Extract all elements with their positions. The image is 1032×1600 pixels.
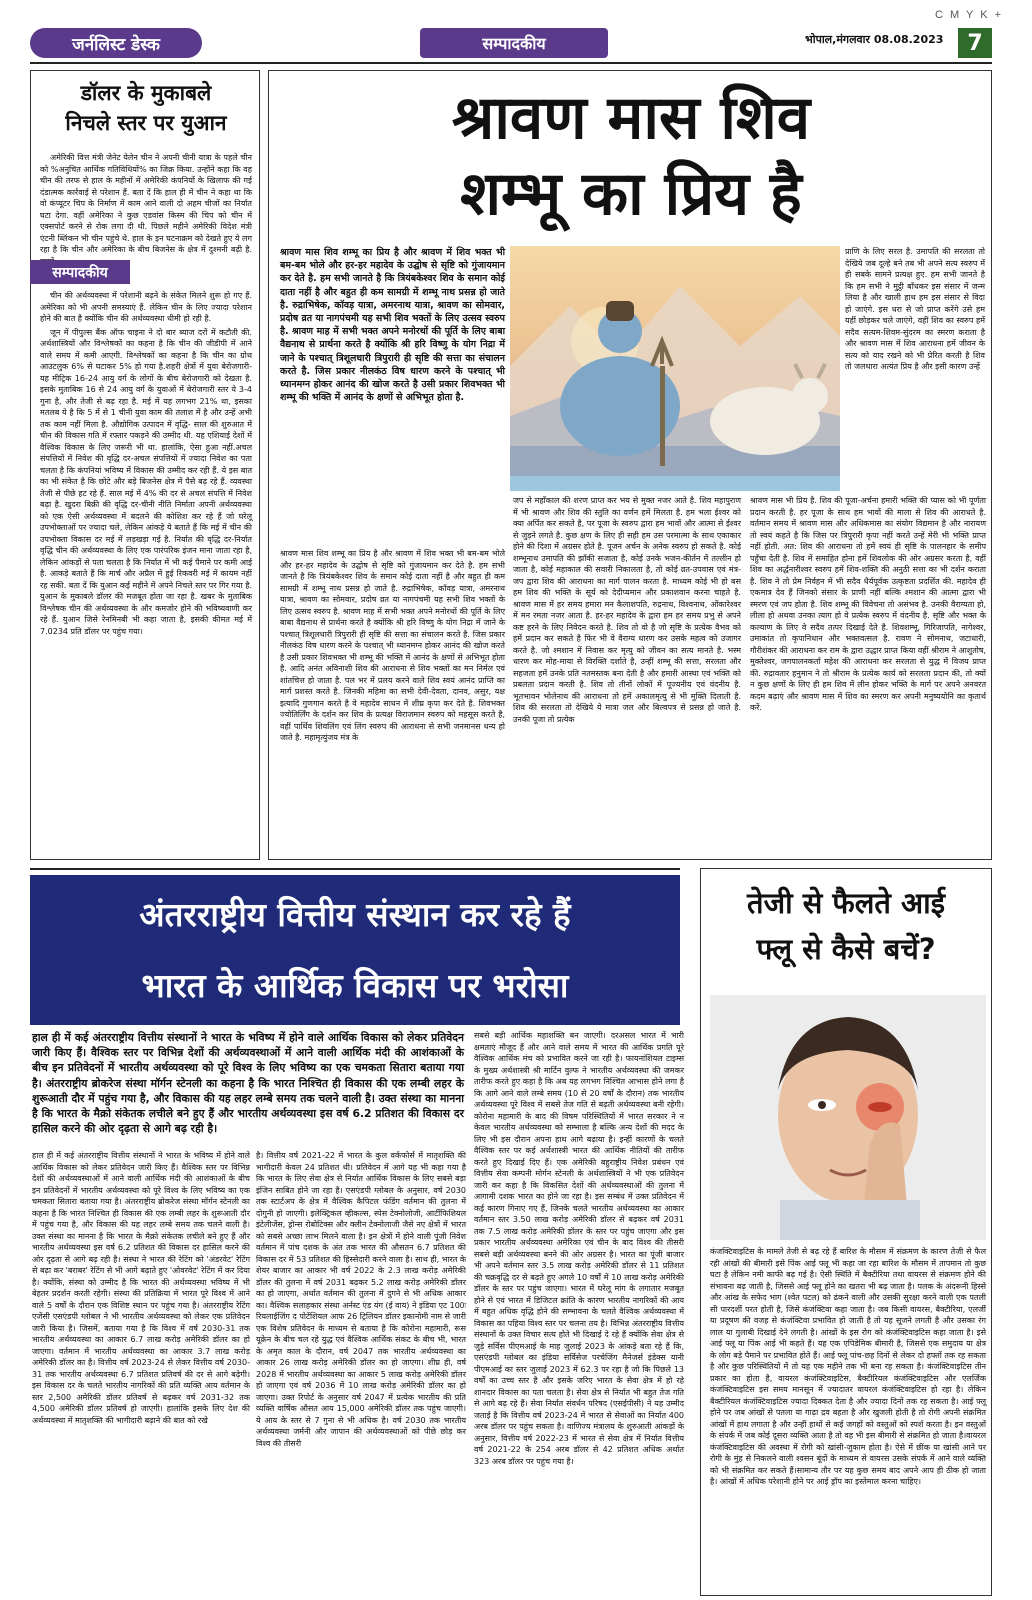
intl-title-band-2: [30, 955, 680, 1025]
shiva-illustration-icon: [510, 246, 840, 491]
shravan-col1: श्रावण मास शिव शम्भू का प्रिय है और श्रावण में शिव भक्त भी बम-बम भोले और हर-हर महादेव के उद्घोष से सृष्टि को गुंजायमान कर देते है. हम सभी जानते है कि त्रियंबकेश्वर शिव के समान कोई दाता नहीं है और बहुत ही कम सामग्री में शम्भू नाथ प्रसन्न हो जाते है. रुद्राभिषेक, कॉवड़ यात्रा, अमरनाथ यात्रा, श्रावण का सोमवार, प्रदोष व्रत या नागपंचमी यह सभी शिव भक्तों के लिए उत्सव स्वरुप है. श्रावण माह में सभी भक्त अपने मनोरथों की पूर्ति के लिए बाबा वैद्यनाथ से प्रार्थना करते है क्योंकि श्री हरि विष्णु के योग निद्रा में जाने के पश्चात् त्रिशूलधारी त्रिपुरारी ही सृष्टि की सत्ता का संचालन करते है. जिस प्रकार नीलकंठ विष धारण करने के पश्चात् भी ध्यानमग्न होकर आनंद की खोज करते है उसी प्रकार शिवभक्त भी शम्भू की भक्ति में आनंद के क्षणों से अभिभूत होता है. आदि अनंत अविनाशी शिव की आराधना से शिव भक्तों का मन निर्मल एवं शांतचित्त हो जाता है. पल भर में प्रलय करने वाले शिव स्वयं आनंद प्राप्ति का मार्ग प्रशस्त करते है. जिनकी महिमा का सभी देवी-देवता, दानव, असुर, यक्ष इत्यादि गुणगान करते है वे महादेव साधन में शीघ्र कृपा कर देते है. शिवभक्त ज्योतिर्लिंग के दर्शन कर शिव के प्रत्यक्ष विराजमान स्वरुप को महसूस करते है, वहीं पार्थिव शिवलिंग एवं लिंग स्वरुप की आराधना से सभी जनमानस धन्य हो जाते है. महामृत्युंजय मंत्र के: [280, 549, 505, 742]
intl-top-rule: [30, 868, 680, 870]
left-paragraph-2: चीन की अर्थव्यवस्था में परेशानी बढ़ने के संकेत मिलने शुरू हो गए हैं. अमेरिका को भी अपनी समस्याएं हैं. लेकिन चीन के लिए ज्यादा परेशान होने की बात है क्योंकि चीन की अर्थव्यवस्था धीमी हो रही है.: [40, 291, 252, 323]
person-rubbing-eye-icon: [710, 995, 986, 1240]
shravan-title-line1: श्रावण मास शिव: [451, 83, 811, 153]
left-article-title: [40, 78, 252, 148]
intl-col3: सबसे बड़ी आर्थिक महाशक्ति बन जाएगी। दरअसल भारत में भारी क्षमताएं मौजूद हैं और आने वाले समय में भारत की आर्थिक प्रगति पूरे वैश्विक आर्थिक मंच को प्रभावित करने जा रही है। फायनांशियल टाइम्स के मुख्य अर्थशास्त्री श्री मार्टिन वुल्फ ने भारतीय अर्थव्यवस्था की जमकर तारीफ करते हुए कहा है कि अब यह लगभग निश्चित आभास होने लगा है कि आगे आने वाले लम्बे समय (10 से 20 वर्षों के दौरान) तक भारतीय अर्थव्यवस्था पूरे विश्व में सबसे तेज गति से बढ़ती अर्थव्यवस्था बनी रहेगी। कोरोना महामारी के बाद की विषम परिस्थितियों में भारत सरकार ने न केवल भारतीय अर्थव्यवस्था को सम्भाला है बल्कि अन्य देशों की मदद के लिए भी इस दौरान अपना हाथ आगे बढ़ाया है। इन्हीं कारणों के चलते वैश्विक स्तर पर कई अर्थशास्त्री भारत की आर्थिक नीतियों की तारीफ करते हुए दिखाई दिए हैं। एक अमेरिकी बहुराष्ट्रीय निवेश प्रबंधन एवं वित्तीय सेवा कम्पनी मोर्गन स्टेनली के अर्थशास्त्रियों ने भी एक प्रतिवेदन जारी कर कहा है कि विकसित देशों की अर्थव्यवस्थाओं की तुलना में आगामी दशक भारत का होने जा रहा है। इस सम्बंध में उक्त प्रतिवेदन में कई कारण गिनाए गए हैं, जिनके चलते भारतीय अर्थव्यवस्था का आकार वर्तमान स्तर 3.50 लाख करोड़ अमेरिकी डॉलर से बढ़कर वर्ष 2031 तक 7.5 लाख करोड़ अमेरिकी डॉलर के स्तर पर पहुंच जाएगा और इस प्रकार भारतीय अर्थव्यवस्था अमेरिका एवं चीन के बाद विश्व की तीसरी सबसे बड़ी अर्थव्यवस्था बनने की ओर अग्रसर है। भारत का पूंजी बाजार भी अपने वर्तमान स्तर 3.5 लाख करोड़ अमेरिकी डॉलर से 11 प्रतिशत की चक्रवृद्धि दर से बढ़ते हुए अगले 10 वर्षों में 10 लाख करोड़ अमेरिकी डॉलर के स्तर पर पहुंच जाएगा। भारत में घरेलू मांग के लगातार मजबूत होने से एवं भारत में डिजिटल क्रांति के कारण भारतीय नागरिकों की आय में बहुत अधिक वृद्धि होने की सम्भावना के चलते वैश्विक अर्थव्यवस्था में विकास का पहिया विश्व स्तर पर चलना तय है। विभिन्न अंतरराष्ट्रीय वित्तीय संस्थानों के उक्त विचार सत्य होते भी दिखाई दे रहे हैं क्योंकि सेवा क्षेत्र से जुड़े सर्विस पीएमआई के माह जुलाई 2023 के आंकड़े बता रहे हैं कि, एसएंडपी ग्लोबल का इंडिया सर्विसेज परचेजिंग मैनेजर्स इंडेक्स यानी पीएमआई का स्तर जुलाई 2023 में 62.3 पर रहा है जो कि पिछले 13 वर्षों का उच्च स्तर है और इसके जरिए भारत के सेवा क्षेत्र में हो रहे शानदार विकास का पता चलता है। सेवा क्षेत्र से निर्यात भी बहुत तेज गति से आगे बढ़ रहे हैं। सेवा निर्यात संवर्धन परिषद (एसईपीसी) ने यह उम्मीद जताई है कि वित्तीय वर्ष 2023-24 में भारत से सेवाओं का निर्यात 400 अरब डॉलर पर पहुंच सकता है। वाणिज्य मंत्रालय के शुरुआती आंकड़ों के अनुसार, वित्तीय वर्ष 2022-23 में भारत से सेवा क्षेत्र में निर्यात वित्तीय वर्ष 2021-22 के 254 अरब डॉलर से 42 प्रतिशत अधिक अर्थात 323 अरब डॉलर पर पहुंच गया है।: [474, 1031, 684, 1466]
flu-body: कंजक्टिवाइटिस के मामले तेजी से बढ़ रहे हैं बारिश के मौसम में संक्रमण के कारण तेजी से फैल रही आंखों की बीमारी इसे पिंक आई फ्लू भी कहा जा रहा बारिश के मौसम में तापमान तो कुछ घटा है लेकिन नमी काफी बढ़ गई है। ऐसी स्थिति में बैक्टीरिया तथा वायरस से संक्रमण होने की संभावना बढ़ जाती है, जिससे आई फ्लू होने का खतरा भी बढ़ जाता है। पलक के अंदरूनी हिस्से और आंख के सफेद भाग (श्वेत पटल) को ढंकने वाली और उसकी सुरक्षा करने वाली एक पतली सी पारदर्शी परत होती है, जिसे कंजंक्टिवा कहा जाता है। जब किसी वायरस, बैक्टीरिया, एलर्जी या प्रदूषण की वजह से कंजंक्टिवा प्रभावित हो जाती है तो यह सूजने लगती है और उसका रंग लाल या गुलाबी दिखाई देने लगती है। आंखों के इस रोग को कंजंक्टिवाइटिस कहा जाता है। इसे आई फ्लू या पिंक आई भी कहते हैं। यह एक एपिडेमिक बीमारी है, जिससे एक समुदाय या क्षेत्र के लोग बड़े पैमाने पर प्रभावित होते हैं। आई फ्लू पांच-छह दिनों से लेकर दो हफ्तों तक रह सकता है और कुछ परिस्थितियों में तो यह एक महीने तक भी बना रह सकता है। कंजंक्टिवाइटिस तीन प्रकार का होता है, वायरल कंजंक्टिवाइटिस, बैक्टीरियल कंजंक्टिवाइटिस और एलर्जिक कंजंक्टिवाइटिस इस समय मानसून में ज्यादातर वायरल कंजंक्टिवाइटिस हो रहा है। लेकिन बैक्टीरियल कंजंक्टिवाइटिस ज्यादा दिक्कत देता है और ज्यादा दिनों तक रह सकता है। आई फ्लू होने पर जब आंखों से पतला या गाढ़ा द्रव बहता है और खुजली होती है तो रोगी अपनी संक्रमित आंखों में हाथ लगाता है और उन्हीं हाथों से कई जगहों को वस्तुओं को स्पर्श करता है। इन वस्तुओं के संपर्क में जब कोई दूसरा व्यक्ति आता है तो वह भी इस बीमारी से संक्रमित हो जाता है।वायरल कंजंक्टिवाइटिस की अवस्था में रोगी को खांसी-जुकाम होता है। ऐसे में छींक या खांसी आने पर रोगी के मुंह से निकलने वाली श्वसन बूंदों के माध्यम से वायरस उसके संपर्क में आने वाले व्यक्ति को भी संक्रमित कर सकते हैं।सामान्य तौर पर यह कुछ समय बाद अपने आप ही ठीक हो जाता है। आंखों में अधिक परेशानी होने पर आई ड्रॉप का इस्तेमाल करना चाहिए।: [710, 1247, 986, 1486]
shravan-col2: जप से महाँकाल की शरण प्राप्त कर भय से मुक्त नजर आते है. शिव महापुराण में भी श्रावण और शिव की स्तुति का वर्णन हमें मिलता है. हम भला ईश्वर को क्या अर्पित कर सकते है, पर पूजा के स्वरुप द्वारा हम भावों और आत्मा से ईश्वर से जुड़ने लगते है. कुछ क्षण के लिए ही सही हम उस परमात्मा के साथ एकाकार होने की दिशा में अग्रसर होते है. पूजन अर्चन के अनेक स्वरुप हो सकते है. कोई शम्भूनाथ उमापति की झाँकी सजाता है, कोई उनके भजन-कीर्तन में तल्लीन हो जाता है, कोई महाकाल की सवारी निकालता है, तो कोई व्रत-उपवास एवं मंत्र-जप द्वारा शिव की आराधना का मार्ग पालन करता है. माध्यम कोई भी हो बस हम शिव की भक्ति के सूर्य को देदीप्यमान और प्रकाशवान करना चाहते है. श्रावण मास में हर समय हमारा मन कैलाशपति, रुद्रनाथ, विश्वनाथ, ओंकारेश्वर में मन रमता नजर आता है. हर-हर महादेव के द्वारा हम हर समय प्रभु से अपने कष्ट हरने के लिए निवेदन करते है. शिव तो वो है जो सृष्टि के प्रत्येक वैभव को हमें प्रदान कर सकते है फिर भी वे वैराग्य धारण कर उसके महत्व को उजागर करते है. जो श्मशान में निवास कर मृत्यु को जीवन का सत्य मानते है. भस्म धारण कर मोह-माया से विरक्ति दर्शाते है, उन्हीं शम्भू की सत्ता, सरलता और सहजता हमें उनके प्रति नतमस्तक बना देती है और हमारी आस्था एवं भक्ति को प्रबलता प्रदान करती है. शिव तो तीनों लोकों में पूज्यनीय एवं वंदनीय है. भूतभावन भोलेनाथ की आराधना तो हमें अकालमृत्यु से भी मुक्ति दिलाती है. शिव की सरलता तो देखिये ये मात्रा जल और बिल्वपत्र से प्रसन्न हो जाते है. उनकी पूजा तो प्रत्येक: [513, 496, 741, 724]
shravan-col3-top: प्राणि के लिए सरल है. उमापति की सरलता तो देखिये जब दूल्हे बने तब भी अपने सत्य स्वरुप में ही सबके सामने प्रत्यक्ष हुए. हम सभी जानते है कि हम सभी ने मुट्ठी बाँधकर इस संसार में जन्म लिया है और खाली हाथ हम इस संसार से विदा हो जाएंगे. इस धरा से जो प्राप्त करेंगे उसे हम यहीं छोड़कर चले जाएंगे, वहीं शिव का स्वरुप हमें सदैव सत्यम-शिवम-सुंदरम का स्मरण कराता है और श्रावण मास में शिव आराधना हमें जीवन के सत्य को याद रखने को भी प्रेरित करती है शिव तो जलधारा अत्यंत प्रिय है और इसी कारण उन्हें: [845, 247, 985, 371]
section-label-editorial: [420, 28, 608, 58]
flu-title-line2: फ्लू से कैसे बचें?: [756, 932, 936, 966]
intl-title-line1: अंतरराष्ट्रीय वित्तीय संस्थान कर रहे हैं: [139, 895, 571, 934]
shravan-col3: श्रावण मास भी प्रिय है. शिव की पूजा-अर्चना हमारी भक्ति की प्यास को भी पूर्णता प्रदान करती है. हर पूजा के साथ हम भावों की माला से शिव की आराधते है. वर्तमान समय में श्रावण मास और अधिकमास का संयोग विद्यमान है और नारायण तो स्वयं कहते है कि जिस पर त्रिपुरारी कृपा नहीं करते उन्हें मेरी भी भक्ति प्राप्त नहीं होती. अत: शिव की आराधना तो हमें स्वयं ही सृष्टि के पालनहार के समीप पहुँचा देती है. शिव में समाहित होना हमें शिवलोक की ओर अग्रसर करता है, वहीं शिव का अर्द्धनारीश्वर स्वरुप हमें शिव-शक्ति की अनुठी सत्ता का भी दर्शन कराता है. शिव ने तो प्रेम निर्वहन में भी सदैव धैर्यपूर्वक उत्कृष्टता प्रदर्शित की. महादेव ही एकमात्र देव हैं जिनको संसार के प्राणी नहीं बल्कि श्मशान की आत्मा द्वारा भी स्मरण एवं जप होता है. शिव शम्भू की विवेचना तो असंभव है. उनकी वैराग्यता हो, लीला हो अथवा उनका त्याग हो वे प्रत्येक स्वरुप में वंदनीय है. सृष्टि और भक्त के कल्याण के लिए वे सदैव तत्पर दिखाई देते है. शिवशम्भू, गिरिजापति, नागेश्वर, उमाकांत तो कृपानिधान और भक्तवत्सल है. रावण ने सोमनाथ, जटाधारी, गौरीशंकर की आराधना कर राम के द्वारा उद्धार प्राप्त किया वहीं श्रीराम ने आशुतोष, मुक्तेश्वर, जगपालनकर्ता महेश की आराधना कर सरलता से युद्ध में विजय प्राप्त की. रुद्रावतार हनुमान ने तो श्रीराम के प्रत्येक कार्य को सरलता प्रदान की, तो क्यों न कुछ क्षणों के लिए ही हम शिव में लीन होकर भक्ति के मार्ग पर अपने अनवरत कदम बढ़ाएं और श्रावण मास में शिव का स्मरण कर अपनी मनुष्ययोनि का कृतार्थ करें.: [750, 496, 986, 712]
eye-flu-image: [710, 995, 986, 1240]
shravan-title: [278, 80, 984, 240]
intl-title-band: [30, 875, 680, 955]
editorial-tag: सम्पादकीय: [30, 260, 130, 284]
shiva-image: [510, 246, 840, 491]
shravan-title-line2: शम्भू का प्रिय है: [460, 159, 802, 229]
left-article-para1: [40, 152, 252, 260]
section-left-text: जर्नलिस्ट डेस्क: [72, 34, 160, 55]
intl-title-line2: भारत के आर्थिक विकास पर भरोसा: [141, 966, 569, 1005]
section-center-text: सम्पादकीय: [482, 34, 546, 53]
left-paragraph-1: अमेरिकी वित्त मंत्री जेनेट येलेन चीन ने अपनी चीनी यात्रा के पहले चीन को %अनुचित आर्थिक गतिविधियों% का जिक्र किया. उन्होंने कहा कि वह चीन की तरफ से हाल के महीनों में अमेरिकी कंपनियों के खिलाफ की गई दंडात्मक कार्रवाई से परेशान हैं. बता दें कि हाल ही में चीन ने कहा था कि वो कंप्यूटर चिप के निर्माण में काम आने वाली दो अहम चीजों का निर्यात घटा देगा. वहीं अमेरिका ने कुछ एडवांस किस्म की चिप को चीन में एक्सपोर्ट करने से रोक लगा दी थी. पिछले महीने अमेरिकी विदेश मंत्री एंटनी ब्लिंकन भी चीन पहुंचे थे. हाल के इन घटनाक्रम को देखते हुए ये लग रहा है कि चीन और अमेरिका के बीच बिजनेस के क्षेत्र में दुश्मनी बढ़ी है.: [40, 153, 252, 254]
shravan-lead: श्रावण मास शिव शम्भू का प्रिय है और श्रावण में शिव भक्त भी बम-बम भोले और हर-हर महादेव के उद्घोष से सृष्टि को गुंजायमान कर देते है. हम सभी जानते है कि त्रियंबकेश्वर शिव के समान कोई दाता नहीं है और बहुत ही कम सामग्री में शम्भू नाथ प्रसन्न हो जाते है. रुद्राभिषेक, कॉवड़ यात्रा, अमरनाथ यात्रा, श्रावण का सोमवार, प्रदोष व्रत या नागपंचमी यह सभी शिव भक्तों के लिए उत्सव स्वरुप है. श्रावण माह में सभी भक्त अपने मनोरथों की पूर्ति के लिए बाबा वैद्यनाथ से प्रार्थना करते है क्योंकि श्री हरि विष्णु के योग निद्रा में जाने के पश्चात् त्रिशूलधारी त्रिपुरारी ही सृष्टि की सत्ता का संचालन करते है. जिस प्रकार नीलकंठ विष धारण करने के पश्चात् भी ध्यानमग्न होकर आनंद की खोज करते है उसी प्रकार शिवभक्त भी शम्भू की भक्ति में आनंद के क्षणों से अभिभूत होता है.: [280, 247, 505, 404]
left-title-line1: डॉलर के मुकाबले: [80, 81, 212, 105]
cmyk-marks: C M Y K +: [935, 9, 1004, 21]
left-paragraph-3: जून में पीपुल्स बैंक ऑफ चाइना ने दो बार ब्याज दरों में कटौती की. अर्थशास्त्रियों और विश्लेषकों का कहना है कि चीन की जीडीपी में आने वाले समय में कमी आएगी. विश्लेषकों का कहना है कि चीन का ग्रोथ आउटलुक 6% से घटाकर 5% हो गया है.शहरी क्षेत्रों में युवा बेरोजगारी-यह मीट्रिक 16-24 आयु वर्ग के लोगों के बीच बेरोजगारी को देखता है. इसके मुताबिक 16 से 24 आयु वर्ग के युवाओं में बेरोजगारी स्तर ये 3-4 गुना है, और तेजी से बढ़ रहा है. मई में यह लगभग 21% था, इसका मतलब ये है कि 5 में से 1 चीनी युवा काम की तलाश में है और उन्हें अभी तक काम नहीं मिला है. औद्योगिक उत्पादन में वृद्धि- साल की शुरुआत में चीन की विकास गति में रफ्तार पकड़ने की उम्मीद थी. यह एशियाई देशों में वैश्विक विकास के लिए जरूरी भी था. हालांकि, ऐसा हुआ नहीं.अचल संपत्तियों में निवेश की वृद्धि दर-अचल संपत्तियों में ज्यादा निवेश का पता चलता है कि कंपनियां भविष्य में विकास की उम्मीद कर रही हैं. ये इस बात का भी संकेत है कि छोटे और बड़े बिजनेस क्षेत्र में पैसे बढ़ रहे हैं. व्यवस्था तेजी से पीछे हट रहे हैं. साल मई में 4% की दर से अचल संपत्ति में निवेश बढ़ा है. खुदरा बिक्री की वृद्धि दर-चीनी नीति निर्माता अपनी अर्थव्यवस्था को एक ऐसी अर्थव्यवस्था में बदलने की कोशिश कर रहे हैं जो घरेलू उपभोक्ताओं पर ज्यादा चले, लेकिन आंकड़े ये बताते हैं कि मई में चीन की उपभोक्ता विकास दर मई में लड़खड़ा गई है. निर्यात की वृद्धि दर-निर्यात वृद्धि चीन की अर्थव्यवस्था के लिए एक पारंपरिक इंजन माना जाता रहा है, लेकिन आंकड़ों से पता चलता है कि निर्यात में भी कई पैमाने पर कमी आई है. आकड़े बताते हैं कि मार्च और अप्रैल में हुई रिकवरी मई में कायम नहीं रह सकी. बता दें कि युआन कई महीने में अपने निचले स्तर पर गिर गया है. युआन के मुकाबले डॉलर की मजबूत होता जा रहा है. खबर के मुताबिक विश्लेषक चीन की अर्थव्यवस्था के और कमजोर होने की भविष्यवाणी कर रहे हैं. युआन जिसे रेनमिनबी भी कहा जाता है, इसकी कीमत मई में 7.0234 प्रति डॉलर पर पहुंच गया।: [40, 327, 252, 636]
intl-lead: हाल ही में कई अंतरराष्ट्रीय वित्तीय संस्थानों ने भारत के भविष्य में होने वाले आर्थिक विकास को लेकर प्रतिवेदन जारी किए हैं। वैश्विक स्तर पर विभिन्न देशों की अर्थव्यवस्थाओं में आने वाली आर्थिक मंदी की आशंकाओं के बीच इन प्रतिवेदनों में भारतीय अर्थव्यवस्था को पूरे विश्व के लिए भविष्य का एक चमकता सितारा बताया गया है। अंतरराष्ट्रीय ब्रोकरेज संस्था मॉर्गन स्टेनली का कहना है कि भारत निश्चित ही विकास की एक लम्बी लहर के शुरूआती दौर में पहुंच गया है, और विकास की यह लहर लम्बे समय तक चलने वाली है। उक्त संस्था का मानना है कि भारत के मैक्रो संकेतक लचीले बने हुए हैं और भारतीय अर्थव्यवस्था इस वर्ष 6.2 प्रतिशत की विकास दर हासिल करने की ओर दृढ़ता से आगे बढ़ रही है।: [32, 1031, 464, 1136]
dateline: भोपाल,मंगलवार 08.08.2023: [805, 33, 944, 46]
intl-col1: हाल ही में कई अंतरराष्ट्रीय वित्तीय संस्थानों ने भारत के भविष्य में होने वाले आर्थिक विकास को लेकर प्रतिवेदन जारी किए हैं। वैश्विक स्तर पर विभिन्न देशों की अर्थव्यवस्थाओं में आने वाली आर्थिक मंदी की आशंकाओं के बीच इन प्रतिवेदनों में भारतीय अर्थव्यवस्था को पूरे विश्व के लिए भविष्य का एक चमकता सितारा बताया गया है। अंतरराष्ट्रीय ब्रोकरेज संस्था मॉर्गन स्टेनली का कहना है कि भारत निश्चित ही विकास की एक लम्बी लहर के शुरूआती दौर में पहुंच गया है, और विकास की यह लहर लम्बे समय तक चलने वाली है। उक्त संस्था का मानना है कि भारत के मैक्रो संकेतक लचीले बने हुए हैं और भारतीय अर्थव्यवस्था इस वर्ष 6.2 प्रतिशत की विकास दर हासिल करने की ओर दृढ़ता से आगे बढ़ रही है। संस्था ने भारत की रेटिंग को 'अंडरवेट' रेटिंग से बढ़ा कर 'बराबर' रेटिंग से भी आगे बढ़ाते हुए 'ओवरवेट' रेटिंग में कर दिया है। क्योंकि, संस्था को उम्मीद है कि भारत की अर्थव्यवस्था भविष्य में भी बेहतर प्रदर्शन करती रहेगी। संस्था की प्रतिक्रिया में भारत पूरे विश्व में आने वाले 5 वर्षों के दौरान एक विशिष्ट स्थान पर पहुंच गया है। अंतरराष्ट्रीय रेटिंग एजेंसी एसएंडपी ग्लोबल ने भी भारतीय अर्थव्यवस्था को लेकर एक प्रतिवेदन जारी किया है। जिसमें, बताया गया है कि विश्व में वर्ष 2030-31 तक भारतीय अर्थव्यवस्था का आकार 6.7 लाख करोड़ अमेरिकी डॉलर का हो जाएगा। वर्तमान में भारतीय अर्थव्यवस्था का आकार 3.7 लाख करोड़ अमेरिकी डॉलर का है। वित्तीय वर्ष 2023-24 से लेकर वित्तीय वर्ष 2030-31 तक भारतीय अर्थव्यवस्था 6.7 प्रतिशत प्रतिवर्ष की दर से आगे बढ़ेगी। इस विकास दर के चलते भारतीय नागरिकों की प्रति व्यक्ति आय वर्तमान के स्तर 2,500 अमेरिकी डॉलर प्रतिवर्ष से बढ़कर वर्ष 2031-32 तक 4,500 अमेरिकी डॉलर प्रतिवर्ष हो जाएगी। हालांकि इसके लिए देश की अर्थव्यवस्था में मातृशक्ति की भागीदारी बढ़ाने की बात को रखे: [32, 1151, 250, 1425]
intl-col2: है। वित्तीय वर्ष 2021-22 में भारत के कुल वर्कफोर्स में मातृशक्ति की भागीदारी केवल 24 प्रतिशत थी। प्रतिवेदन में आगे यह भी कहा गया है कि भारत के लिए सेवा क्षेत्र से निर्यात आर्थिक विकास के लिए सबसे बड़ा इंजिन साबित होने जा रहा है। एसएंडपी ग्लोबल के अनुसार, वर्ष 2030 तक स्टार्टअप के क्षेत्र में वैश्विक कैपिटल फंडिंग वर्तमान की तुलना में दोगुनी हो जाएगी। इलेक्ट्रिकल व्हीकल्स, स्पेस टेक्नोलोजी, आर्टीफिशियल इंटेलीजेंस, ड्रोन्स रोबोटिक्स और क्लीन टेक्नोलाजी जैसे नए क्षेत्रों में भारत को सबसे अच्छा लाभ मिलने वाला है। इन क्षेत्रों में होने वाली पूंजी निवेश वर्तमान में पांच दशक के अंत तक भारत की औसतन 6.7 प्रतिशत की विकास दर में 53 प्रतिशत की हिस्सेदारी करने वाला है। साथ ही, भारत के शेयर बाजार का आकार भी वर्ष 2022 के 2.3 लाख करोड़ अमेरिकी डॉलर की तुलना में वर्ष 2031 बढ़कर 5.2 लाख करोड़ अमेरिकी डॉलर का हो जाएगा, अर्थात वर्तमान की तुलना में दुगने से भी अधिक आकार का। वैश्विक सलाहकार संस्था अर्नस्ट एंड यंग (ई वाय) ने इंडिया एट 100ः रियलाईजिंग द पोटेंशियल आफ 26 ट्रिलियन डॉलर इकानोमी नाम से जारी एक विशेष प्रतिवेदन के माध्यम से बताया है कि कोरोना महामारी, रूस यूक्रेन के बीच चल रहे युद्ध एवं वैश्विक आर्थिक संकट के बीच भी, भारत के अमृत काल के दौरान, वर्ष 2047 तक भारतीय अर्थव्यवस्था का आकार 26 लाख करोड़ अमेरिकी डॉलर का हो जाएगा। शीघ्र ही, वर्ष 2028 में भारतीय अर्थव्यवस्था का आकार 5 लाख करोड़ अमेरिकी डॉलर हो जाएगा एवं वर्ष 2036 में 10 लाख करोड़ अमेरिकी डॉलर का हो जाएगा। उक्त रिपोर्ट के अनुसार वर्ष 2047 में प्रत्येक भारतीय की प्रति व्यक्ति वार्षिक औसत आय 15,000 अमेरिकी डॉलर तक पहुंच जाएगी। ये आय के स्तर से 7 गुना से भी अधिक है। वर्ष 2030 तक भारतीय अर्थव्यवस्था जर्मनी और जापान की अर्थव्यवस्थाओं को पीछे छोड़ कर विश्व की तीसरी: [256, 1151, 466, 1448]
left-article-body: [40, 290, 252, 855]
section-label-journalist-desk: [30, 28, 202, 58]
masthead-rule: [30, 62, 992, 64]
page-number: 7: [958, 28, 992, 58]
left-title-line2: निचले स्तर पर युआन: [65, 111, 227, 135]
flu-title-line1: तेजी से फैलते आई: [747, 886, 945, 920]
flu-title: [700, 880, 992, 980]
